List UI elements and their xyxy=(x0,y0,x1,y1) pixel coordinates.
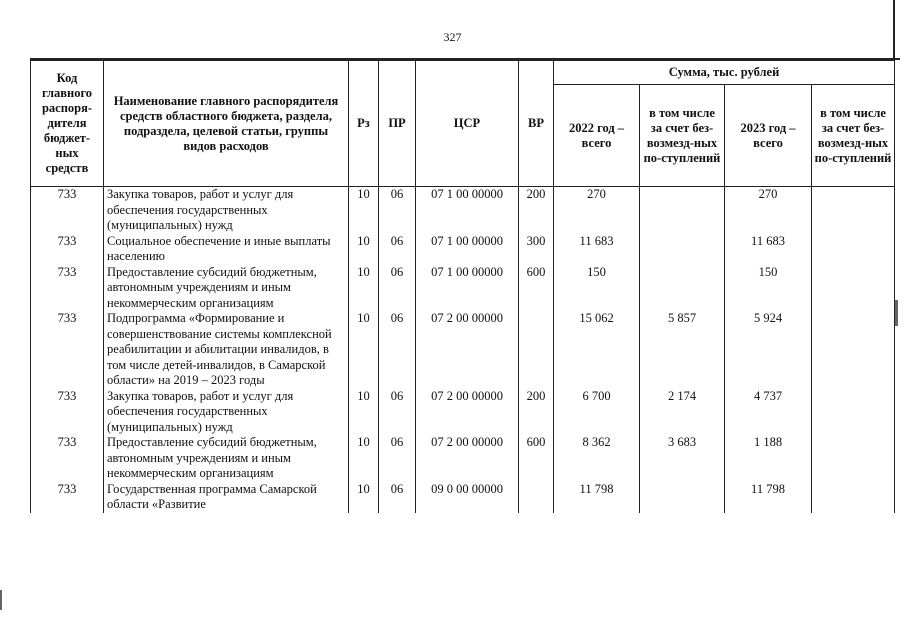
table-row xyxy=(31,435,895,482)
row-code: 733 xyxy=(31,265,104,312)
row-rz: 10 xyxy=(349,311,379,389)
scan-blot xyxy=(895,300,898,326)
row-pr: 06 xyxy=(379,265,416,312)
row-vr: 600 xyxy=(519,265,554,312)
table-row xyxy=(31,187,895,234)
table-row xyxy=(31,311,895,389)
header-code: Код главного распоря-дителя бюджет-ных средств xyxy=(31,61,104,187)
row-vr xyxy=(519,311,554,389)
row-2022-free xyxy=(640,265,725,312)
row-csr: 07 1 00 00000 xyxy=(416,265,519,312)
header-name: Наименование главного распорядителя средств областного бюджета, раздела, подраздела, целевой статьи, группы видов расходов xyxy=(104,61,349,187)
right-margin-rule xyxy=(893,0,895,58)
row-2022-free xyxy=(640,187,725,234)
row-rz: 10 xyxy=(349,482,379,513)
row-csr: 07 1 00 00000 xyxy=(416,234,519,265)
row-2023-free xyxy=(812,311,895,389)
row-2023-total: 270 xyxy=(725,187,812,234)
row-pr: 06 xyxy=(379,187,416,234)
row-code: 733 xyxy=(31,234,104,265)
header-2023-free: в том числе за счет без-возмезд-ных по-ступлений xyxy=(812,85,895,187)
row-rz: 10 xyxy=(349,234,379,265)
row-csr: 07 2 00 00000 xyxy=(416,389,519,436)
row-vr xyxy=(519,482,554,513)
header-2022-free: в том числе за счет без-возмезд-ных по-ступлений xyxy=(640,85,725,187)
row-2023-total: 11 683 xyxy=(725,234,812,265)
row-2022-total: 11 683 xyxy=(554,234,640,265)
header-sum: Сумма, тыс. рублей xyxy=(554,61,895,85)
row-code: 733 xyxy=(31,435,104,482)
row-code: 733 xyxy=(31,482,104,513)
row-csr: 07 1 00 00000 xyxy=(416,187,519,234)
row-rz: 10 xyxy=(349,265,379,312)
row-name: Предоставление субсидий бюджетным, автономным учреждениям и иным некоммерческим организациям xyxy=(104,265,349,312)
table-row xyxy=(31,265,895,312)
row-name: Подпрограмма «Формирование и совершенствование системы комплексной реабилитации и абилитации инвалидов, в том числе детей-инвалидов, в Самарской области» на 2019 – 2023 годы xyxy=(104,311,349,389)
header-2023-total: 2023 год – всего xyxy=(725,85,812,187)
row-2023-total: 1 188 xyxy=(725,435,812,482)
table-row xyxy=(31,389,895,436)
row-pr: 06 xyxy=(379,389,416,436)
row-2022-free: 5 857 xyxy=(640,311,725,389)
header-rz: Рз xyxy=(349,61,379,187)
header-pr: ПР xyxy=(379,61,416,187)
row-2023-free xyxy=(812,265,895,312)
row-pr: 06 xyxy=(379,482,416,513)
row-2022-free xyxy=(640,482,725,513)
row-name: Закупка товаров, работ и услуг для обеспечения государственных (муниципальных) нужд xyxy=(104,187,349,234)
row-2023-free xyxy=(812,482,895,513)
row-2022-total: 11 798 xyxy=(554,482,640,513)
row-code: 733 xyxy=(31,311,104,389)
row-rz: 10 xyxy=(349,187,379,234)
row-rz: 10 xyxy=(349,389,379,436)
row-pr: 06 xyxy=(379,435,416,482)
row-code: 733 xyxy=(31,389,104,436)
row-2022-total: 150 xyxy=(554,265,640,312)
row-2023-total: 11 798 xyxy=(725,482,812,513)
row-vr: 600 xyxy=(519,435,554,482)
row-name: Предоставление субсидий бюджетным, автономным учреждениям и иным некоммерческим организациям xyxy=(104,435,349,482)
page-number: 327 xyxy=(443,30,462,44)
budget-table xyxy=(30,60,895,513)
row-2022-total: 270 xyxy=(554,187,640,234)
row-2022-total: 6 700 xyxy=(554,389,640,436)
scan-blot xyxy=(0,590,2,610)
row-vr: 300 xyxy=(519,234,554,265)
row-csr: 07 2 00 00000 xyxy=(416,311,519,389)
header-2022-total: 2022 год – всего xyxy=(554,85,640,187)
row-csr: 09 0 00 00000 xyxy=(416,482,519,513)
row-name: Закупка товаров, работ и услуг для обеспечения государственных (муниципальных) нужд xyxy=(104,389,349,436)
row-2023-free xyxy=(812,435,895,482)
row-2022-free: 2 174 xyxy=(640,389,725,436)
row-2023-free xyxy=(812,187,895,234)
row-2023-free xyxy=(812,234,895,265)
row-vr: 200 xyxy=(519,389,554,436)
row-2023-free xyxy=(812,389,895,436)
table-body xyxy=(31,187,895,513)
row-2023-total: 150 xyxy=(725,265,812,312)
header-csr: ЦСР xyxy=(416,61,519,187)
row-2022-total: 15 062 xyxy=(554,311,640,389)
row-2023-total: 4 737 xyxy=(725,389,812,436)
row-2022-free xyxy=(640,234,725,265)
header-vr: ВР xyxy=(519,61,554,187)
row-name: Социальное обеспечение и иные выплаты населению xyxy=(104,234,349,265)
row-rz: 10 xyxy=(349,435,379,482)
row-2023-total: 5 924 xyxy=(725,311,812,389)
table-row xyxy=(31,234,895,265)
table-header xyxy=(31,61,895,187)
row-2022-free: 3 683 xyxy=(640,435,725,482)
table-row xyxy=(31,482,895,513)
row-pr: 06 xyxy=(379,311,416,389)
row-code: 733 xyxy=(31,187,104,234)
row-name: Государственная программа Самарской области «Развитие xyxy=(104,482,349,513)
row-csr: 07 2 00 00000 xyxy=(416,435,519,482)
row-2022-total: 8 362 xyxy=(554,435,640,482)
row-vr: 200 xyxy=(519,187,554,234)
row-pr: 06 xyxy=(379,234,416,265)
